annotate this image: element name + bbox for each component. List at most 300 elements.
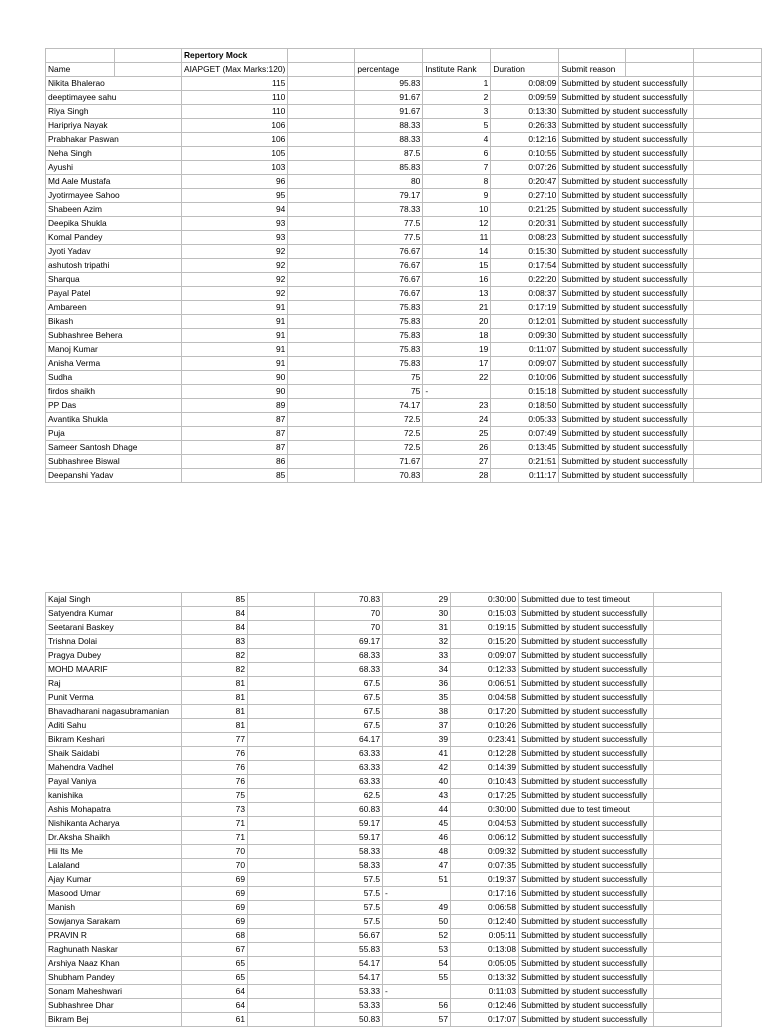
empty-cell[interactable] (288, 203, 355, 217)
submit-reason-cell[interactable]: Submitted by student successfully (519, 985, 654, 999)
submit-reason-cell[interactable]: Submitted by student successfully (559, 455, 694, 469)
empty-cell[interactable] (694, 161, 762, 175)
rank-cell[interactable]: 54 (383, 957, 451, 971)
rank-cell[interactable]: 22 (423, 371, 491, 385)
submit-reason-cell[interactable]: Submitted by student successfully (519, 663, 654, 677)
student-name-cell[interactable]: Ashis Mohapatra (46, 803, 182, 817)
empty-cell[interactable] (654, 649, 722, 663)
percentage-cell[interactable]: 58.33 (315, 859, 383, 873)
percentage-cell[interactable]: 72.5 (355, 413, 423, 427)
marks-cell[interactable]: 65 (182, 957, 248, 971)
submit-reason-cell[interactable]: Submitted by student successfully (519, 859, 654, 873)
rank-cell[interactable]: 28 (423, 469, 491, 483)
empty-cell[interactable] (288, 91, 355, 105)
empty-cell[interactable] (288, 469, 355, 483)
submit-reason-cell[interactable]: Submitted by student successfully (559, 343, 694, 357)
percentage-cell[interactable]: 70 (315, 607, 383, 621)
rank-cell[interactable]: 7 (423, 161, 491, 175)
duration-cell[interactable]: 0:07:35 (451, 859, 519, 873)
student-name-cell[interactable]: Satyendra Kumar (46, 607, 182, 621)
percentage-cell[interactable]: 68.33 (315, 649, 383, 663)
rank-cell[interactable]: 27 (423, 455, 491, 469)
submit-reason-cell[interactable]: Submitted by student successfully (559, 175, 694, 189)
marks-cell[interactable]: 69 (182, 915, 248, 929)
percentage-cell[interactable]: 75 (355, 385, 423, 399)
empty-cell[interactable] (694, 245, 762, 259)
student-name-cell[interactable]: Haripriya Nayak (46, 119, 182, 133)
student-name-cell[interactable]: firdos shaikh (46, 385, 182, 399)
empty-cell[interactable] (654, 747, 722, 761)
percentage-cell[interactable]: 80 (355, 175, 423, 189)
submit-reason-cell[interactable]: Submitted by student successfully (519, 887, 654, 901)
student-name-cell[interactable]: Manish (46, 901, 182, 915)
empty-cell[interactable] (248, 845, 315, 859)
duration-cell[interactable]: 0:17:54 (491, 259, 559, 273)
duration-cell[interactable]: 0:15:18 (491, 385, 559, 399)
empty-cell[interactable] (694, 371, 762, 385)
marks-cell[interactable]: 92 (182, 287, 288, 301)
column-header-cell[interactable] (288, 63, 355, 77)
exam-title-cell[interactable]: Repertory Mock (182, 49, 288, 63)
percentage-cell[interactable]: 54.17 (315, 971, 383, 985)
submit-reason-cell[interactable]: Submitted by student successfully (559, 427, 694, 441)
duration-cell[interactable]: 0:12:46 (451, 999, 519, 1013)
percentage-cell[interactable]: 64.17 (315, 733, 383, 747)
duration-cell[interactable]: 0:15:03 (451, 607, 519, 621)
duration-cell[interactable]: 0:06:58 (451, 901, 519, 915)
submit-reason-cell[interactable]: Submitted by student successfully (559, 287, 694, 301)
rank-cell[interactable]: 2 (423, 91, 491, 105)
submit-reason-cell[interactable]: Submitted by student successfully (559, 189, 694, 203)
duration-cell[interactable]: 0:05:33 (491, 413, 559, 427)
submit-reason-cell[interactable]: Submitted by student successfully (519, 719, 654, 733)
rank-cell[interactable]: 18 (423, 329, 491, 343)
empty-cell[interactable] (248, 803, 315, 817)
empty-cell[interactable] (248, 775, 315, 789)
empty-cell[interactable] (248, 621, 315, 635)
submit-reason-cell[interactable]: Submitted by student successfully (519, 943, 654, 957)
duration-cell[interactable]: 0:09:07 (451, 649, 519, 663)
rank-cell[interactable]: - (423, 385, 491, 399)
student-name-cell[interactable]: Anisha Verma (46, 357, 182, 371)
marks-cell[interactable]: 87 (182, 427, 288, 441)
marks-cell[interactable]: 91 (182, 315, 288, 329)
submit-reason-cell[interactable]: Submitted by student successfully (519, 999, 654, 1013)
empty-cell[interactable] (654, 691, 722, 705)
marks-cell[interactable]: 76 (182, 761, 248, 775)
percentage-cell[interactable]: 70.83 (355, 469, 423, 483)
empty-cell[interactable] (288, 329, 355, 343)
header-cell[interactable] (288, 49, 355, 63)
submit-reason-cell[interactable]: Submitted by student successfully (559, 245, 694, 259)
empty-cell[interactable] (248, 985, 315, 999)
submit-reason-cell[interactable]: Submitted by student successfully (559, 413, 694, 427)
rank-cell[interactable]: 4 (423, 133, 491, 147)
student-name-cell[interactable]: Prabhakar Paswan (46, 133, 182, 147)
student-name-cell[interactable]: Ajay Kumar (46, 873, 182, 887)
percentage-cell[interactable]: 70.83 (315, 593, 383, 607)
student-name-cell[interactable]: Neha Singh (46, 147, 182, 161)
header-cell[interactable] (355, 49, 423, 63)
rank-cell[interactable]: 47 (383, 859, 451, 873)
duration-cell[interactable]: 0:05:11 (451, 929, 519, 943)
submit-reason-cell[interactable]: Submitted by student successfully (519, 649, 654, 663)
marks-cell[interactable]: 82 (182, 649, 248, 663)
marks-cell[interactable]: 96 (182, 175, 288, 189)
rank-cell[interactable]: 9 (423, 189, 491, 203)
duration-cell[interactable]: 0:08:37 (491, 287, 559, 301)
student-name-cell[interactable]: Shabeen Azim (46, 203, 182, 217)
marks-cell[interactable]: 81 (182, 677, 248, 691)
empty-cell[interactable] (694, 315, 762, 329)
student-name-cell[interactable]: Manoj Kumar (46, 343, 182, 357)
duration-cell[interactable]: 0:13:30 (491, 105, 559, 119)
submit-reason-cell[interactable]: Submitted by student successfully (559, 441, 694, 455)
duration-cell[interactable]: 0:10:06 (491, 371, 559, 385)
marks-cell[interactable]: 64 (182, 985, 248, 999)
submit-reason-cell[interactable]: Submitted by student successfully (559, 315, 694, 329)
empty-cell[interactable] (248, 733, 315, 747)
submit-reason-cell[interactable]: Submitted by student successfully (519, 831, 654, 845)
marks-cell[interactable]: 65 (182, 971, 248, 985)
empty-cell[interactable] (694, 385, 762, 399)
duration-cell[interactable]: 0:09:59 (491, 91, 559, 105)
percentage-cell[interactable]: 62.5 (315, 789, 383, 803)
submit-reason-cell[interactable]: Submitted by student successfully (519, 607, 654, 621)
empty-cell[interactable] (694, 455, 762, 469)
percentage-cell[interactable]: 50.83 (315, 1013, 383, 1027)
empty-cell[interactable] (654, 901, 722, 915)
marks-cell[interactable]: 87 (182, 441, 288, 455)
rank-cell[interactable]: 31 (383, 621, 451, 635)
header-cell[interactable] (626, 49, 694, 63)
submit-reason-cell[interactable]: Submitted by student successfully (519, 691, 654, 705)
student-name-cell[interactable]: Deepika Shukla (46, 217, 182, 231)
rank-cell[interactable]: 44 (383, 803, 451, 817)
percentage-cell[interactable]: 63.33 (315, 747, 383, 761)
submit-reason-cell[interactable]: Submitted by student successfully (559, 203, 694, 217)
submit-reason-cell[interactable]: Submitted by student successfully (519, 677, 654, 691)
rank-cell[interactable]: 5 (423, 119, 491, 133)
student-name-cell[interactable]: Seetarani Baskey (46, 621, 182, 635)
submit-reason-cell[interactable]: Submitted by student successfully (559, 371, 694, 385)
percentage-cell[interactable]: 74.17 (355, 399, 423, 413)
rank-cell[interactable]: 21 (423, 301, 491, 315)
submit-reason-cell[interactable]: Submitted by student successfully (559, 217, 694, 231)
percentage-cell[interactable]: 56.67 (315, 929, 383, 943)
empty-cell[interactable] (248, 943, 315, 957)
duration-cell[interactable]: 0:30:00 (451, 803, 519, 817)
rank-cell[interactable]: 6 (423, 147, 491, 161)
marks-cell[interactable]: 103 (182, 161, 288, 175)
duration-cell[interactable]: 0:12:16 (491, 133, 559, 147)
empty-cell[interactable] (288, 161, 355, 175)
header-cell[interactable] (423, 49, 491, 63)
student-name-cell[interactable]: Arshiya Naaz Khan (46, 957, 182, 971)
duration-cell[interactable]: 0:08:23 (491, 231, 559, 245)
percentage-cell[interactable]: 79.17 (355, 189, 423, 203)
empty-cell[interactable] (248, 887, 315, 901)
marks-cell[interactable]: 94 (182, 203, 288, 217)
column-header-cell[interactable]: Name (46, 63, 115, 77)
submit-reason-cell[interactable]: Submitted by student successfully (519, 621, 654, 635)
empty-cell[interactable] (248, 705, 315, 719)
empty-cell[interactable] (288, 315, 355, 329)
marks-cell[interactable]: 84 (182, 607, 248, 621)
rank-cell[interactable]: 17 (423, 357, 491, 371)
submit-reason-cell[interactable]: Submitted by student successfully (519, 817, 654, 831)
student-name-cell[interactable]: Shubham Pandey (46, 971, 182, 985)
percentage-cell[interactable]: 60.83 (315, 803, 383, 817)
duration-cell[interactable]: 0:21:51 (491, 455, 559, 469)
marks-cell[interactable]: 81 (182, 691, 248, 705)
duration-cell[interactable]: 0:04:58 (451, 691, 519, 705)
empty-cell[interactable] (248, 593, 315, 607)
student-name-cell[interactable]: Subhashree Biswal (46, 455, 182, 469)
marks-cell[interactable]: 93 (182, 217, 288, 231)
rank-cell[interactable]: 11 (423, 231, 491, 245)
marks-cell[interactable]: 69 (182, 901, 248, 915)
submit-reason-cell[interactable]: Submitted by student successfully (559, 161, 694, 175)
marks-cell[interactable]: 115 (182, 77, 288, 91)
marks-cell[interactable]: 91 (182, 329, 288, 343)
rank-cell[interactable]: 15 (423, 259, 491, 273)
empty-cell[interactable] (694, 77, 762, 91)
duration-cell[interactable]: 0:12:28 (451, 747, 519, 761)
marks-cell[interactable]: 110 (182, 105, 288, 119)
submit-reason-cell[interactable]: Submitted by student successfully (519, 929, 654, 943)
duration-cell[interactable]: 0:11:07 (491, 343, 559, 357)
empty-cell[interactable] (248, 817, 315, 831)
student-name-cell[interactable]: Jyotirmayee Sahoo (46, 189, 182, 203)
duration-cell[interactable]: 0:04:53 (451, 817, 519, 831)
rank-cell[interactable]: 40 (383, 775, 451, 789)
empty-cell[interactable] (654, 915, 722, 929)
marks-cell[interactable]: 69 (182, 887, 248, 901)
rank-cell[interactable]: 38 (383, 705, 451, 719)
empty-cell[interactable] (288, 357, 355, 371)
marks-cell[interactable]: 89 (182, 399, 288, 413)
empty-cell[interactable] (654, 887, 722, 901)
percentage-cell[interactable]: 57.5 (315, 915, 383, 929)
marks-cell[interactable]: 69 (182, 873, 248, 887)
rank-cell[interactable]: 50 (383, 915, 451, 929)
submit-reason-cell[interactable]: Submitted by student successfully (519, 635, 654, 649)
rank-cell[interactable]: 14 (423, 245, 491, 259)
percentage-cell[interactable]: 59.17 (315, 831, 383, 845)
submit-reason-cell[interactable]: Submitted by student successfully (519, 789, 654, 803)
marks-cell[interactable]: 68 (182, 929, 248, 943)
empty-cell[interactable] (248, 971, 315, 985)
student-name-cell[interactable]: Aditi Sahu (46, 719, 182, 733)
percentage-cell[interactable]: 95.83 (355, 77, 423, 91)
empty-cell[interactable] (694, 399, 762, 413)
submit-reason-cell[interactable]: Submitted by student successfully (559, 105, 694, 119)
duration-cell[interactable]: 0:09:07 (491, 357, 559, 371)
student-name-cell[interactable]: Puja (46, 427, 182, 441)
student-name-cell[interactable]: ashutosh tripathi (46, 259, 182, 273)
duration-cell[interactable]: 0:20:31 (491, 217, 559, 231)
empty-cell[interactable] (654, 985, 722, 999)
percentage-cell[interactable]: 55.83 (315, 943, 383, 957)
submit-reason-cell[interactable]: Submitted due to test timeout (519, 803, 654, 817)
percentage-cell[interactable]: 78.33 (355, 203, 423, 217)
student-name-cell[interactable]: Avantika Shukla (46, 413, 182, 427)
student-name-cell[interactable]: Mahendra Vadhel (46, 761, 182, 775)
percentage-cell[interactable]: 91.67 (355, 91, 423, 105)
empty-cell[interactable] (694, 413, 762, 427)
student-name-cell[interactable]: Sharqua (46, 273, 182, 287)
column-header-cell[interactable]: Duration (491, 63, 559, 77)
duration-cell[interactable]: 0:17:19 (491, 301, 559, 315)
student-name-cell[interactable]: Masood Umar (46, 887, 182, 901)
percentage-cell[interactable]: 67.5 (315, 691, 383, 705)
student-name-cell[interactable]: deeptimayee sahu (46, 91, 182, 105)
empty-cell[interactable] (654, 621, 722, 635)
empty-cell[interactable] (654, 607, 722, 621)
column-header-cell[interactable]: percentage (355, 63, 423, 77)
duration-cell[interactable]: 0:19:37 (451, 873, 519, 887)
duration-cell[interactable]: 0:30:00 (451, 593, 519, 607)
percentage-cell[interactable]: 67.5 (315, 719, 383, 733)
header-cell[interactable] (46, 49, 115, 63)
percentage-cell[interactable]: 59.17 (315, 817, 383, 831)
student-name-cell[interactable]: Shaik Saidabi (46, 747, 182, 761)
percentage-cell[interactable]: 91.67 (355, 105, 423, 119)
empty-cell[interactable] (288, 301, 355, 315)
submit-reason-cell[interactable]: Submitted by student successfully (519, 901, 654, 915)
student-name-cell[interactable]: Jyoti Yadav (46, 245, 182, 259)
empty-cell[interactable] (248, 789, 315, 803)
empty-cell[interactable] (694, 147, 762, 161)
empty-cell[interactable] (248, 719, 315, 733)
percentage-cell[interactable]: 76.67 (355, 273, 423, 287)
rank-cell[interactable]: 41 (383, 747, 451, 761)
empty-cell[interactable] (288, 77, 355, 91)
duration-cell[interactable]: 0:06:12 (451, 831, 519, 845)
duration-cell[interactable]: 0:13:08 (451, 943, 519, 957)
marks-cell[interactable]: 76 (182, 747, 248, 761)
empty-cell[interactable] (654, 873, 722, 887)
submit-reason-cell[interactable]: Submitted by student successfully (559, 133, 694, 147)
percentage-cell[interactable]: 57.5 (315, 873, 383, 887)
column-header-cell[interactable]: Submit reason (559, 63, 626, 77)
duration-cell[interactable]: 0:15:30 (491, 245, 559, 259)
marks-cell[interactable]: 67 (182, 943, 248, 957)
rank-cell[interactable]: 45 (383, 817, 451, 831)
rank-cell[interactable]: 51 (383, 873, 451, 887)
percentage-cell[interactable]: 75 (355, 371, 423, 385)
marks-cell[interactable]: 92 (182, 259, 288, 273)
empty-cell[interactable] (288, 175, 355, 189)
student-name-cell[interactable]: PRAVIN R (46, 929, 182, 943)
student-name-cell[interactable]: Punit Verma (46, 691, 182, 705)
column-header-cell[interactable] (694, 63, 762, 77)
student-name-cell[interactable]: Bhavadharani nagasubramanian (46, 705, 182, 719)
empty-cell[interactable] (288, 343, 355, 357)
empty-cell[interactable] (248, 747, 315, 761)
empty-cell[interactable] (654, 845, 722, 859)
rank-cell[interactable]: 29 (383, 593, 451, 607)
empty-cell[interactable] (694, 357, 762, 371)
percentage-cell[interactable]: 71.67 (355, 455, 423, 469)
rank-cell[interactable]: 12 (423, 217, 491, 231)
student-name-cell[interactable]: Raghunath Naskar (46, 943, 182, 957)
submit-reason-cell[interactable]: Submitted by student successfully (559, 231, 694, 245)
empty-cell[interactable] (288, 189, 355, 203)
duration-cell[interactable]: 0:21:25 (491, 203, 559, 217)
percentage-cell[interactable]: 76.67 (355, 245, 423, 259)
student-name-cell[interactable]: Bikash (46, 315, 182, 329)
student-name-cell[interactable]: Md Aale Mustafa (46, 175, 182, 189)
marks-cell[interactable]: 77 (182, 733, 248, 747)
submit-reason-cell[interactable]: Submitted by student successfully (559, 399, 694, 413)
submit-reason-cell[interactable]: Submitted by student successfully (519, 1013, 654, 1027)
empty-cell[interactable] (248, 607, 315, 621)
submit-reason-cell[interactable]: Submitted by student successfully (559, 469, 694, 483)
marks-cell[interactable]: 76 (182, 775, 248, 789)
submit-reason-cell[interactable]: Submitted by student successfully (519, 971, 654, 985)
empty-cell[interactable] (654, 677, 722, 691)
marks-cell[interactable]: 71 (182, 831, 248, 845)
empty-cell[interactable] (654, 929, 722, 943)
empty-cell[interactable] (248, 999, 315, 1013)
rank-cell[interactable]: 39 (383, 733, 451, 747)
student-name-cell[interactable]: Sowjanya Sarakam (46, 915, 182, 929)
student-name-cell[interactable]: Trishna Dolai (46, 635, 182, 649)
empty-cell[interactable] (248, 635, 315, 649)
empty-cell[interactable] (288, 133, 355, 147)
empty-cell[interactable] (694, 441, 762, 455)
duration-cell[interactable]: 0:12:40 (451, 915, 519, 929)
rank-cell[interactable]: 52 (383, 929, 451, 943)
rank-cell[interactable]: 32 (383, 635, 451, 649)
marks-cell[interactable]: 86 (182, 455, 288, 469)
empty-cell[interactable] (654, 789, 722, 803)
column-header-cell[interactable] (115, 63, 182, 77)
marks-cell[interactable]: 61 (182, 1013, 248, 1027)
empty-cell[interactable] (248, 649, 315, 663)
empty-cell[interactable] (288, 217, 355, 231)
duration-cell[interactable]: 0:17:16 (451, 887, 519, 901)
empty-cell[interactable] (694, 427, 762, 441)
empty-cell[interactable] (654, 719, 722, 733)
empty-cell[interactable] (694, 133, 762, 147)
empty-cell[interactable] (694, 91, 762, 105)
empty-cell[interactable] (288, 455, 355, 469)
marks-cell[interactable]: 71 (182, 817, 248, 831)
rank-cell[interactable]: 49 (383, 901, 451, 915)
empty-cell[interactable] (694, 259, 762, 273)
rank-cell[interactable]: 19 (423, 343, 491, 357)
percentage-cell[interactable]: 67.5 (315, 677, 383, 691)
student-name-cell[interactable]: Deepanshi Yadav (46, 469, 182, 483)
duration-cell[interactable]: 0:11:17 (491, 469, 559, 483)
percentage-cell[interactable]: 76.67 (355, 259, 423, 273)
header-cell[interactable] (694, 49, 762, 63)
rank-cell[interactable]: 30 (383, 607, 451, 621)
submit-reason-cell[interactable]: Submitted by student successfully (519, 775, 654, 789)
empty-cell[interactable] (654, 705, 722, 719)
duration-cell[interactable]: 0:09:30 (491, 329, 559, 343)
submit-reason-cell[interactable]: Submitted by student successfully (519, 845, 654, 859)
empty-cell[interactable] (288, 245, 355, 259)
student-name-cell[interactable]: Payal Patel (46, 287, 182, 301)
rank-cell[interactable]: 3 (423, 105, 491, 119)
empty-cell[interactable] (654, 761, 722, 775)
marks-cell[interactable]: 92 (182, 245, 288, 259)
empty-cell[interactable] (694, 203, 762, 217)
